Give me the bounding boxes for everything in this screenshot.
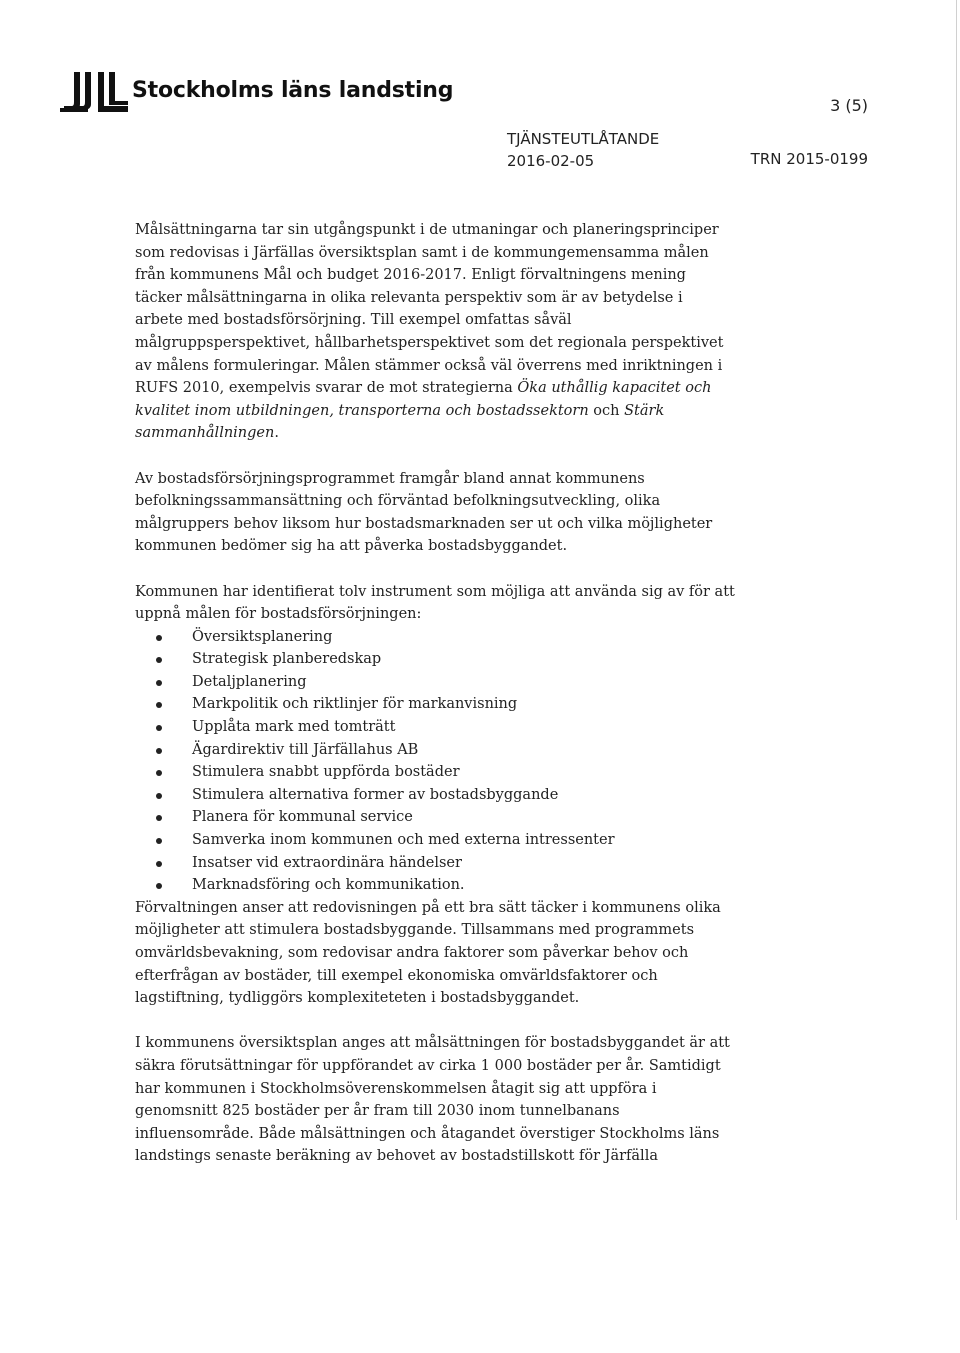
paragraph-program: Av bostadsförsörjningsprogrammet framgår bland annat kommunens befolkningssammansättning och förväntad befolkningsutveckling, olika målgruppers behov liksom hur bostadsmarknaden ser ut och vilka möjligheter kommunen bedömer sig ha att påverka bostadsbyggandet.	[135, 470, 713, 555]
paragraph-goals-text: Målsättningarna tar sin utgångspunkt i de utmaningar och planeringsprinciper som redovisas i Järfällas översiktsplan samt i de kommungemensamma målen från kommunens Mål och budget 2016-2017. Enligt förvaltningens mening täcker målsättningarna in olika relevanta perspektiv som är av betydelse i arbete med bostadsförsörjning. Till exempel omfattas såväl målgruppsperspektivet, hållbarhetsperspektivet som det regionala perspektivet av målens formuleringar. Målen stämmer också väl överrens med inriktningen i RUFS 2010, exempelvis svarar de mot strategierna	[135, 222, 724, 397]
scan-edge-line	[956, 0, 957, 1220]
list-item: Upplåta mark med tomträtt	[135, 716, 735, 739]
paragraph-assessment: Förvaltningen anser att redovisningen på ett bra sätt täcker i kommunens olika möjligheter att stimulera bostadsbyggande. Tillsammans med programmets omvärldsbevakning, som redovisar andra faktorer som påverkar behov och efterfrågan av bostäder, till exempel ekonomiska omvärldsfaktorer och lagstiftning, tydliggörs komplexiteteten i bostadsbyggandet.	[135, 899, 721, 1007]
paragraph-goals-and: och	[588, 402, 625, 419]
document-type: TJÄNSTEUTLÅTANDE	[507, 130, 660, 148]
list-item: Ägardirektiv till Järfällahus AB	[135, 739, 735, 762]
reference-number: TRN 2015-0199	[750, 150, 868, 168]
strategy-2: Stärk sammanhållningen	[135, 402, 665, 442]
list-item: Planera för kommunal service	[135, 806, 735, 829]
list-item: Detaljplanering	[135, 671, 735, 694]
paragraph-goals	[135, 219, 735, 445]
paragraph-instruments-intro: Kommunen har identifierat tolv instrument som möjliga att använda sig av för att uppnå målen för bostadsförsörjningen:	[135, 583, 735, 623]
page-number: 3 (5)	[830, 96, 868, 115]
sll-logo-mark-icon	[60, 68, 128, 112]
list-item: Marknadsföring och kommunikation.	[135, 874, 735, 897]
sll-logo	[60, 68, 453, 112]
list-item: Insatser vid extraordinära händelser	[135, 852, 735, 875]
list-item: Översiktsplanering	[135, 626, 735, 649]
list-item: Stimulera alternativa former av bostadsbyggande	[135, 784, 735, 807]
instruments-list	[135, 626, 735, 897]
paragraph-targets: I kommunens översiktsplan anges att målsättningen för bostadsbyggandet är att säkra förutsättningar för uppförandet av cirka 1 000 bostäder per år. Samtidigt har kommunen i Stockholmsöverenskommelsen åtagit sig att uppföra i genomsnitt 825 bostäder per år fram till 2030 inom tunnelbanans influensområde. Både målsättningen och åtagandet överstiger Stockholms läns landstings senaste beräkning av behovet av bostadstillskott för Järfälla	[135, 1035, 730, 1165]
org-name: Stockholms läns landsting	[132, 77, 454, 103]
list-item: Markpolitik och riktlinjer för markanvisning	[135, 693, 735, 716]
paragraph-goals-end: .	[274, 425, 279, 442]
list-item: Samverka inom kommunen och med externa intressenter	[135, 829, 735, 852]
document-body	[135, 219, 735, 1168]
strategy-1: Öka uthållig kapacitet och kvalitet inom utbildningen, transporterna och bostadssektorn	[135, 380, 712, 419]
list-item: Stimulera snabbt uppförda bostäder	[135, 761, 735, 784]
document-meta	[507, 128, 659, 172]
list-item: Strategisk planberedskap	[135, 648, 735, 671]
document-date: 2016-02-05	[507, 152, 595, 170]
